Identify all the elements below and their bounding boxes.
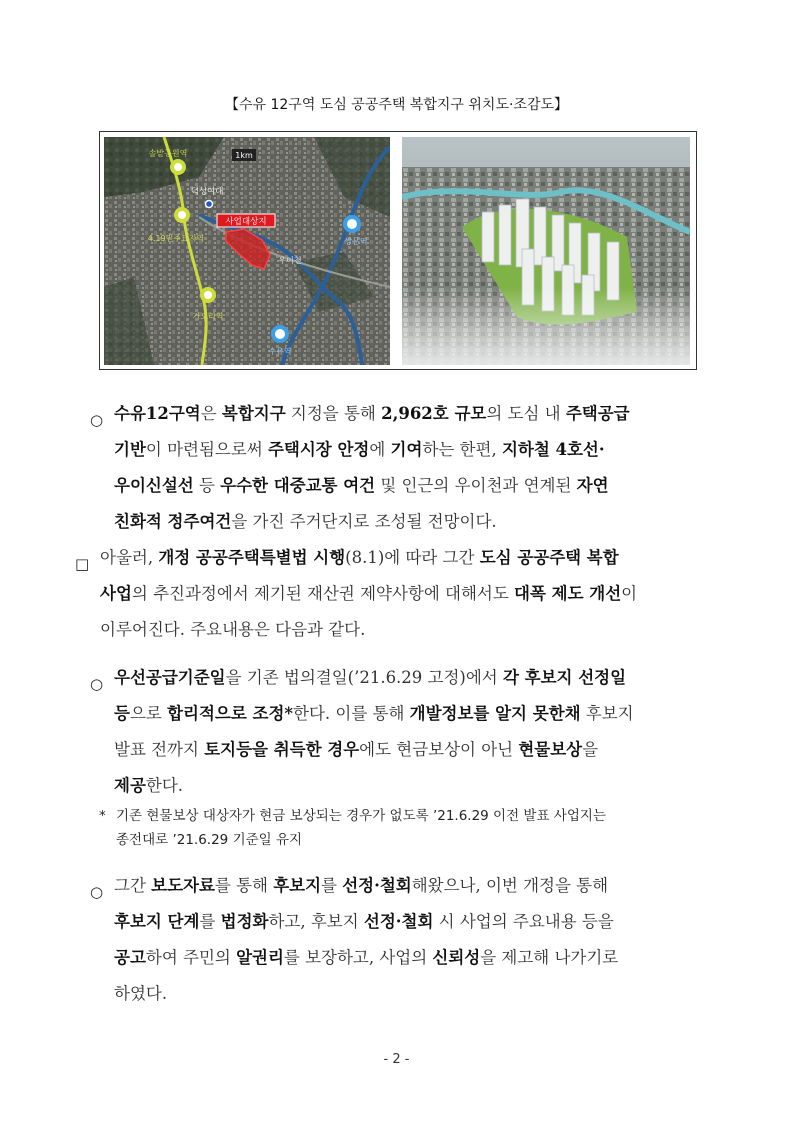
body-text: 를 통해 — [214, 876, 274, 895]
aerial-rendering — [402, 137, 690, 365]
site-label: 사업대상지 — [225, 217, 267, 227]
body-text: 이 마련됨으로써 — [145, 440, 268, 459]
emphasis-text: 개발정보를 알지 못한채 — [409, 704, 581, 723]
paragraph-2 — [100, 540, 730, 648]
emphasis-text: 각 후보지 선정일 — [503, 668, 627, 687]
body-text: 지정을 통해 — [285, 404, 382, 423]
paragraph-4 — [114, 868, 734, 1012]
emphasis-text: 제공 — [114, 776, 146, 795]
body-text: 하고, 후보지 — [268, 912, 364, 931]
emphasis-text: 알권리 — [236, 948, 284, 967]
body-text: 를 보장하고, 사업의 — [283, 948, 433, 967]
body-text: 의 도심 내 — [486, 404, 566, 423]
emphasis-text: 공고 — [114, 948, 146, 967]
body-text: 발표 전까지 — [114, 740, 205, 759]
emphasis-text: 토지등을 취득한 경우 — [204, 740, 360, 759]
body-text: 해왔으나, 이번 개정을 통해 — [411, 876, 609, 895]
bullet-circle: ○ — [90, 411, 104, 429]
body-text: 후보지 — [580, 704, 634, 723]
emphasis-text: 보도자료 — [151, 876, 215, 895]
body-text: 에 — [369, 440, 391, 459]
emphasis-text: 합리적으로 조정* — [167, 704, 294, 723]
emphasis-text: 기반 — [114, 440, 146, 459]
school-label: 덕성여대 — [190, 187, 224, 197]
emphasis-text: 도심 공공주택 복합 — [479, 548, 619, 567]
emphasis-text: 등 — [114, 704, 130, 723]
body-text: 를 — [321, 876, 343, 895]
emphasis-text: 2,962호 규모 — [381, 404, 487, 423]
footnote-line-1: 기존 현물보상 대상자가 현금 보상되는 경우가 없도록 ’21.6.29 이전 발표 사업지는 — [116, 808, 606, 824]
map-scale-label: 1km — [235, 151, 253, 160]
stream-label: 우이천 — [278, 256, 302, 265]
bullet-circle: ○ — [90, 883, 104, 901]
location-map-svg — [104, 137, 390, 365]
emphasis-text: 주택시장 안정 — [267, 440, 370, 459]
emphasis-text: 친화적 정주여건 — [114, 512, 232, 531]
paragraph-1 — [114, 396, 734, 540]
body-text: 아울러, — [100, 548, 159, 567]
emphasis-text: 선정·철회 — [363, 912, 434, 931]
page-number: - 2 - — [383, 1052, 410, 1067]
body-text: 한다. — [145, 776, 184, 795]
station-marker-가오리 — [202, 289, 214, 301]
figure-caption: 【수유 12구역 도심 공공주택 복합지구 위치도·조감도】 — [225, 97, 568, 113]
emphasis-text: 주택공급 — [565, 404, 630, 423]
body-text: 으로 — [129, 704, 168, 723]
station-label-수유: 수유역 — [268, 347, 292, 356]
emphasis-text: 후보지 — [273, 876, 322, 895]
station-marker-쌍문 — [345, 217, 359, 231]
body-text: 이루어진다. 주요내용은 다음과 같다. — [100, 620, 366, 639]
body-text: (8.1)에 따라 그간 — [345, 548, 480, 567]
body-text: 및 인근의 우이천과 연계된 — [375, 476, 577, 495]
footnote-line-2: 종전대로 ’21.6.29 기준일 유지 — [116, 832, 303, 848]
body-text: 하였다. — [114, 984, 168, 1003]
body-text: 하는 한편, — [422, 440, 502, 459]
body-text: 에도 현금보상이 아닌 — [359, 740, 519, 759]
bullet-circle: ○ — [90, 675, 104, 693]
emphasis-text: 후보지 단계 — [114, 912, 200, 931]
body-text: 의 추진과정에서 제기된 재산권 제약사항에 대해서도 — [131, 584, 515, 603]
location-map — [104, 137, 390, 365]
emphasis-text: 법정화 — [220, 912, 269, 931]
body-text: 하여 주민의 — [145, 948, 237, 967]
body-text: 등 — [193, 476, 221, 495]
body-text: 그간 — [114, 876, 152, 895]
emphasis-text: 자연 — [576, 476, 609, 495]
emphasis-text: 우이신설선 — [114, 476, 194, 495]
body-text: 이 — [621, 584, 638, 603]
emphasis-text: 기여 — [390, 440, 423, 459]
body-text: 은 — [200, 404, 222, 423]
school-marker — [206, 201, 213, 208]
body-text: 를 — [199, 912, 221, 931]
emphasis-text: 대폭 제도 개선 — [514, 584, 622, 603]
emphasis-text: 우수한 대중교통 여건 — [220, 476, 376, 495]
emphasis-text: 현물보상 — [518, 740, 583, 759]
station-marker-419 — [176, 209, 188, 221]
station-marker-솔밭공원 — [172, 161, 184, 173]
body-text: 을 가진 주거단지로 조성될 전망이다. — [231, 512, 497, 531]
body-text: 을 — [582, 740, 599, 759]
aerial-rendering-svg — [402, 137, 690, 365]
body-text: 시 사업의 주요내용 등을 — [433, 912, 614, 931]
emphasis-text: 개정 공공주택특별법 시행 — [158, 548, 346, 567]
figure-frame — [99, 131, 697, 370]
body-text: 을 기존 법의결일(’21.6.29 고정)에서 — [225, 668, 503, 687]
paragraph-3 — [114, 660, 734, 804]
emphasis-text: 지하철 4호선· — [501, 440, 605, 459]
station-label-419: 4.19민주묘지역 — [147, 234, 205, 243]
emphasis-text: 사업 — [100, 584, 132, 603]
station-label-쌍문: 쌍문역 — [344, 237, 368, 246]
station-marker-수유 — [273, 327, 287, 341]
bullet-square: □ — [75, 555, 90, 573]
footnote-marker: * — [99, 808, 106, 824]
emphasis-text: 우선공급기준일 — [114, 668, 226, 687]
emphasis-text: 수유12구역 — [114, 404, 201, 423]
body-text: 한다. 이를 통해 — [293, 704, 410, 723]
station-label-가오리: 가오리역 — [192, 312, 224, 321]
station-label-솔밭공원: 솔밭공원역 — [148, 149, 188, 158]
emphasis-text: 선정·철회 — [342, 876, 412, 895]
body-text: 을 제고해 나가기로 — [480, 948, 619, 967]
emphasis-text: 신뢰성 — [432, 948, 481, 967]
emphasis-text: 복합지구 — [221, 404, 286, 423]
